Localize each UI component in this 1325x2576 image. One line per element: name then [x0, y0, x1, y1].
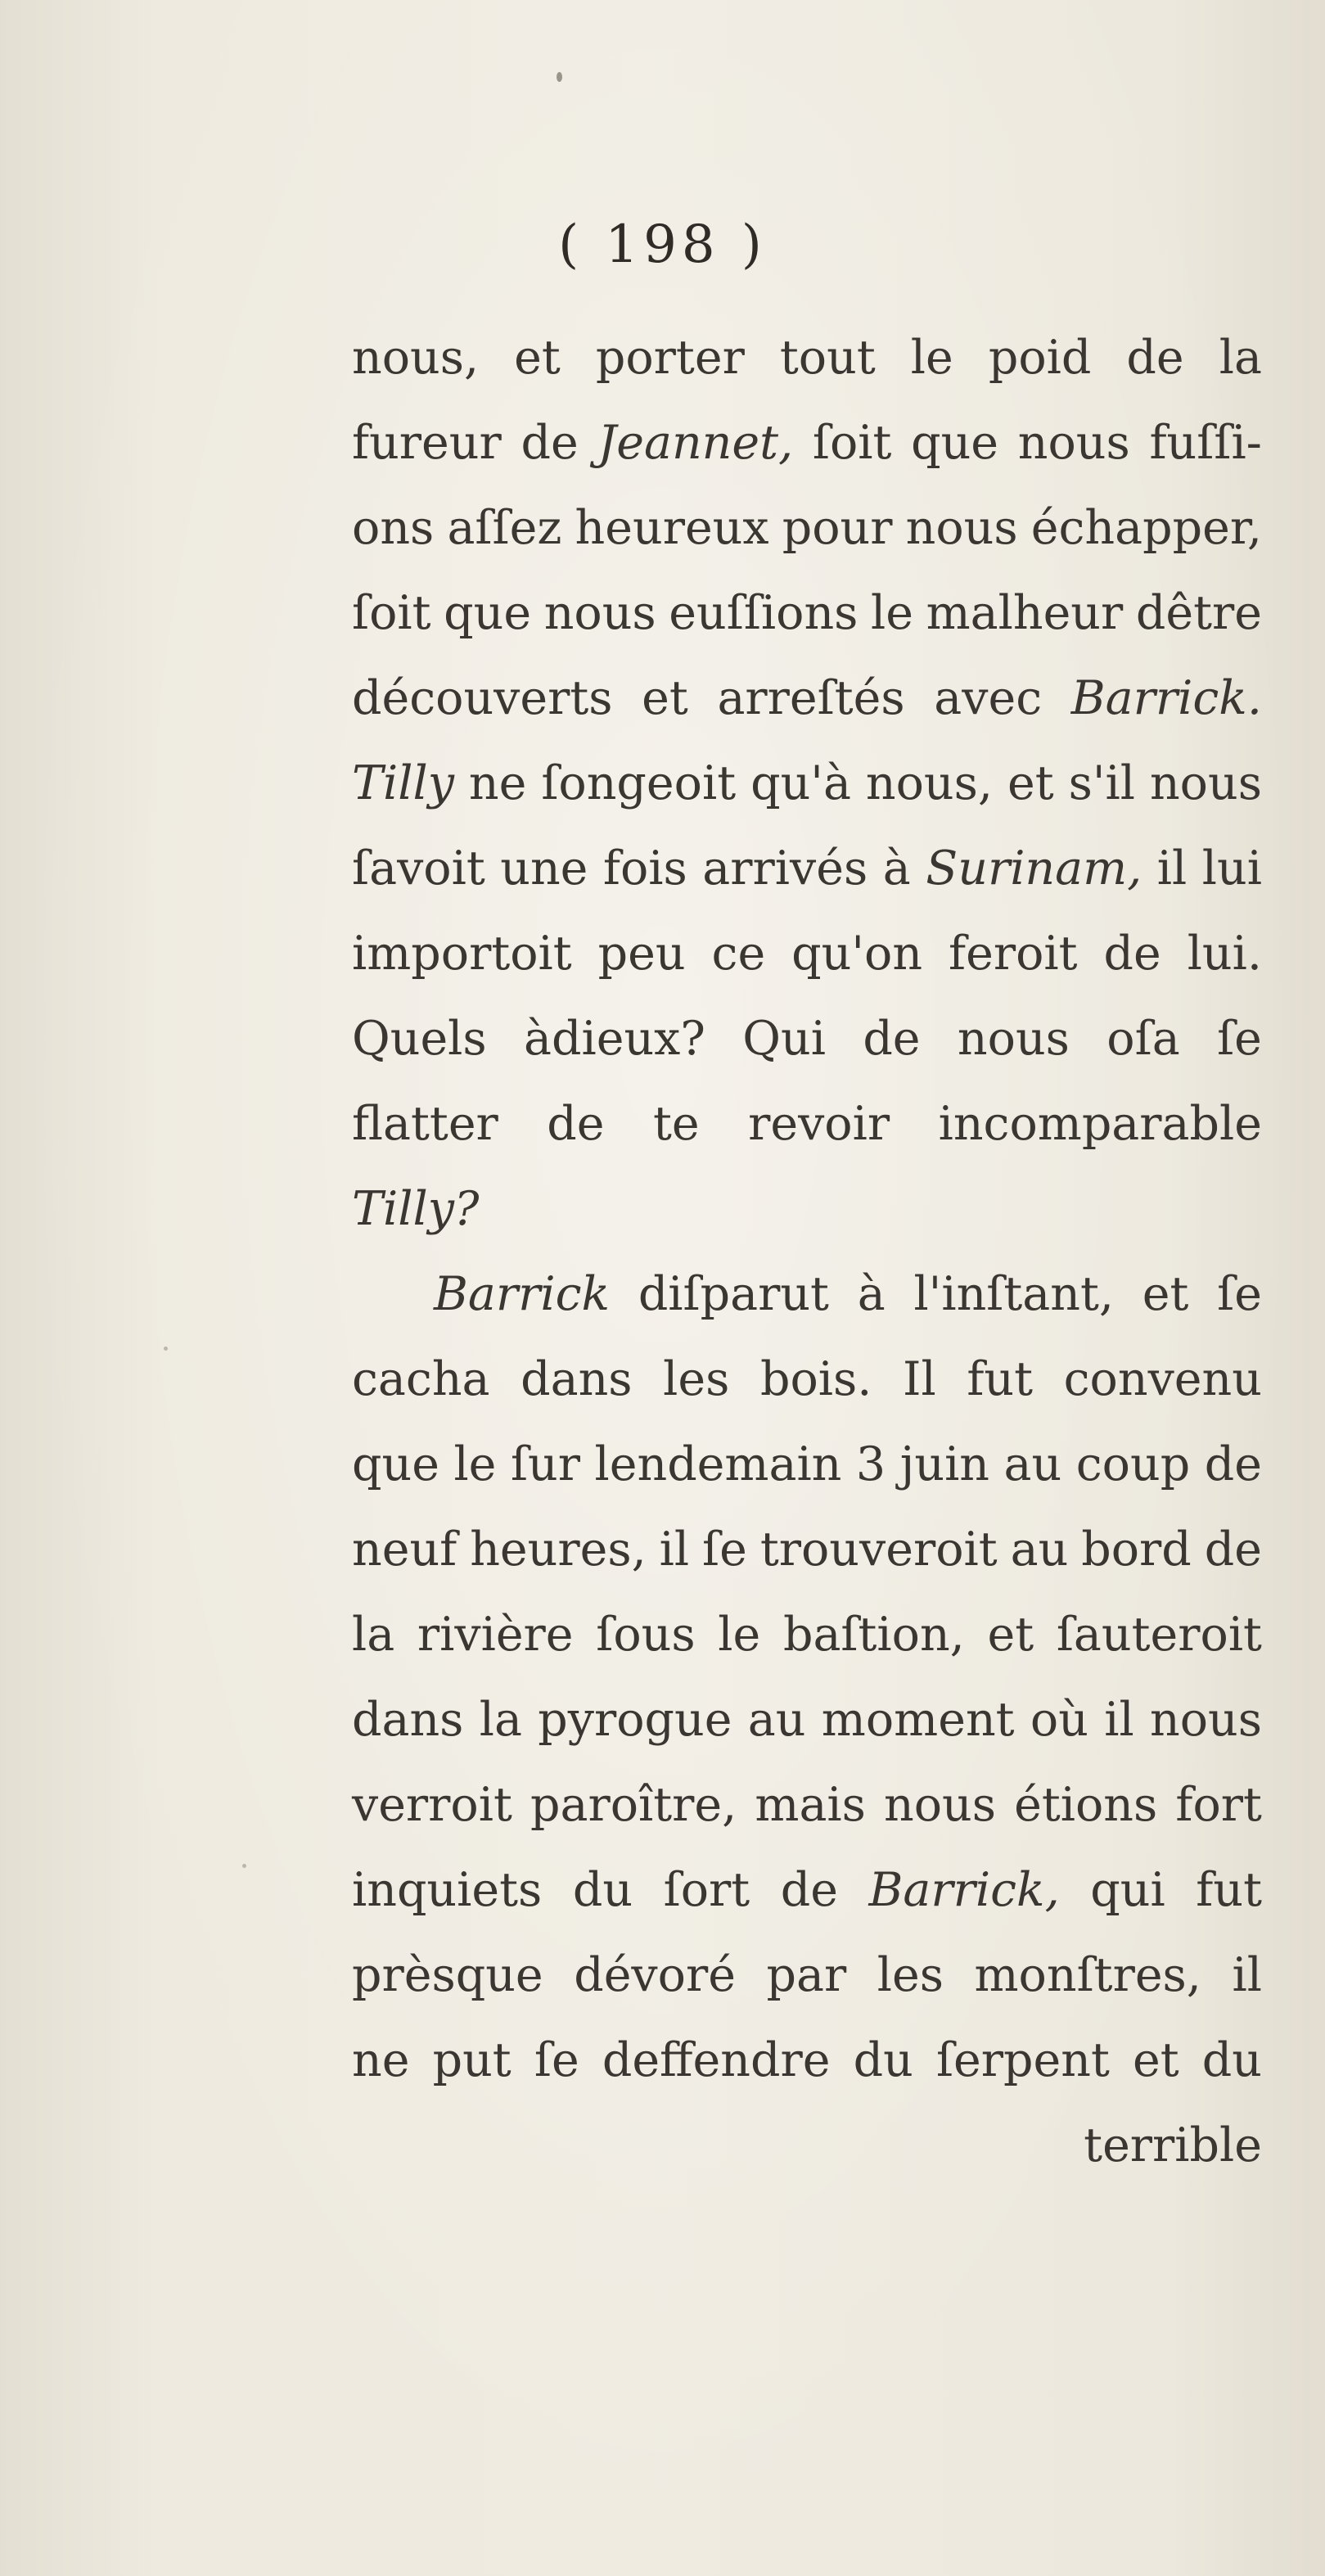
word: et [514, 331, 561, 385]
text-line [352, 1933, 1262, 2018]
word: deffendre [602, 2033, 831, 2087]
text-line [352, 1166, 1262, 1252]
word: et [1133, 2033, 1179, 2087]
word: heures, [470, 1523, 647, 1577]
word: nous [905, 501, 1018, 555]
word: étions [1014, 1778, 1158, 1832]
word: rivière [417, 1608, 574, 1662]
word: que [911, 416, 999, 470]
word: de [1204, 1523, 1262, 1577]
word: lui. [1187, 927, 1262, 981]
page-number: ( 198 ) [558, 214, 767, 275]
word: inquiets [352, 1863, 543, 1917]
word: euſſions [669, 586, 859, 640]
word: prèsque [352, 1948, 543, 2002]
word: du [1201, 2033, 1262, 2087]
word: malheur [926, 586, 1124, 640]
word: fut [967, 1352, 1034, 1406]
word: ſe [702, 1523, 747, 1577]
word: de [521, 416, 579, 470]
text-line [352, 1507, 1262, 1592]
ink-speck [557, 72, 562, 82]
word: fureur [352, 416, 502, 470]
word: Barrick [434, 1267, 611, 1321]
word: dans [521, 1352, 633, 1406]
text-line [352, 1847, 1262, 1933]
text-line [352, 1762, 1262, 1847]
word: l'inſtant, [913, 1267, 1115, 1321]
text-line [352, 1337, 1262, 1422]
word: arreſtés [717, 671, 905, 725]
word: dévoré [574, 1948, 736, 2002]
word: Barrick, [868, 1863, 1060, 1917]
word: s'il [1068, 756, 1135, 810]
word: diſparut [638, 1267, 829, 1321]
word: que [444, 586, 532, 640]
word: de [1126, 331, 1184, 385]
word: les [877, 1948, 944, 2002]
word: à [882, 841, 911, 896]
word: bord [1081, 1523, 1192, 1577]
text-line [352, 1252, 1262, 1337]
word: de [1103, 927, 1161, 981]
word: Tilly? [352, 1182, 480, 1236]
word: Tilly [352, 756, 454, 810]
text-line [352, 315, 1262, 400]
word: au [747, 1693, 806, 1747]
word: nous [543, 586, 656, 640]
word: ſoit [352, 586, 431, 640]
word: le [718, 1608, 761, 1662]
word: ſe [534, 2033, 579, 2087]
text-line [352, 911, 1262, 996]
word: les [663, 1352, 730, 1406]
text-line [352, 741, 1262, 826]
word: ſe [1217, 1267, 1262, 1321]
word: et [642, 671, 688, 725]
word: lui [1201, 841, 1262, 896]
word: ſoit [812, 416, 892, 470]
word: porter [595, 331, 745, 385]
word: pour [782, 501, 893, 555]
word: 3 [855, 1437, 886, 1491]
word: le [453, 1437, 497, 1491]
word: importoit [352, 927, 572, 981]
word: au [1010, 1523, 1069, 1577]
word: qui [1090, 1863, 1165, 1917]
word: que [352, 1437, 439, 1491]
word: nous, [865, 756, 994, 810]
word: la [352, 1608, 395, 1662]
word: nous [884, 1778, 997, 1832]
word: ſauteroit [1056, 1608, 1262, 1662]
word: où [1030, 1693, 1088, 1747]
word: heureux [575, 501, 769, 555]
word: fut [1196, 1863, 1262, 1917]
word: bois. [759, 1352, 872, 1406]
word: trouveroit [759, 1523, 998, 1577]
text-line [352, 1422, 1262, 1507]
word: put [432, 2033, 512, 2087]
ink-speck [242, 1864, 246, 1868]
word: ſur [510, 1437, 580, 1491]
word: nous [1017, 416, 1130, 470]
word: par [766, 1948, 847, 2002]
word: au [1003, 1437, 1062, 1491]
text-line [352, 400, 1262, 485]
word: monſtres, [974, 1948, 1201, 2002]
word: neuf [352, 1523, 457, 1577]
word: découverts [352, 671, 613, 725]
word: ne [468, 756, 527, 810]
word: incomparable [938, 1097, 1262, 1151]
text-line [352, 1081, 1262, 1166]
word: ſort [663, 1863, 750, 1917]
word: la [479, 1693, 522, 1747]
word: Il [902, 1352, 936, 1406]
word: Qui [742, 1012, 826, 1066]
word: Barrick. [1070, 671, 1262, 725]
word: du [572, 1863, 633, 1917]
word: revoir [748, 1097, 890, 1151]
text-line [352, 1592, 1262, 1677]
text-line [352, 571, 1262, 656]
word: Surinam, [926, 841, 1142, 896]
word: ſongeoit [541, 756, 737, 810]
word: terrible [1084, 2118, 1262, 2172]
text-line [352, 996, 1262, 1081]
word: ce [711, 927, 766, 981]
word: paroître, [530, 1778, 737, 1832]
word: ſe [1217, 1012, 1262, 1066]
word: poid [988, 331, 1092, 385]
word: tout [779, 331, 876, 385]
word: moment [821, 1693, 1015, 1747]
word: nous [1150, 1693, 1262, 1747]
page-text [352, 315, 1262, 2188]
ink-speck [164, 1347, 168, 1351]
word: nous [957, 1012, 1070, 1066]
word: ons [352, 501, 435, 555]
word: ſerpent [935, 2033, 1110, 2087]
word: coup [1075, 1437, 1191, 1491]
text-line [352, 2103, 1262, 2188]
word: il [659, 1523, 690, 1577]
text-line [352, 485, 1262, 571]
word: feroit [949, 927, 1078, 981]
word: juin [899, 1437, 990, 1491]
word: nous [1149, 756, 1262, 810]
word: avec [934, 671, 1043, 725]
word: il [1156, 841, 1188, 896]
text-line [352, 1677, 1262, 1762]
word: nous, [352, 331, 480, 385]
word: qu'à [750, 756, 851, 810]
word: aſſez [447, 501, 562, 555]
word: de [863, 1012, 921, 1066]
word: échapper, [1030, 501, 1262, 555]
word: le [910, 331, 953, 385]
word: peu [597, 927, 686, 981]
word: pyrogue [538, 1693, 732, 1747]
word: baſtion, [782, 1608, 965, 1662]
text-line [352, 826, 1262, 911]
word: qu'on [791, 927, 923, 981]
word: la [1219, 331, 1262, 385]
text-line [352, 656, 1262, 741]
word: ſous [596, 1608, 696, 1662]
word: mais [755, 1778, 866, 1832]
word: lendemain [594, 1437, 842, 1491]
word: verroit [352, 1778, 512, 1832]
word: de [1204, 1437, 1262, 1491]
word: fois [602, 841, 687, 896]
word: à [857, 1267, 886, 1321]
word: fuſſi- [1149, 416, 1262, 470]
word: ne [352, 2033, 410, 2087]
word: arrivés [702, 841, 868, 896]
word: il [1232, 1948, 1262, 2002]
word: àdieux? [524, 1012, 705, 1066]
word: une [500, 841, 588, 896]
word: oſa [1106, 1012, 1180, 1066]
word: et [1142, 1267, 1189, 1321]
word: du [853, 2033, 913, 2087]
word: Jeannet, [597, 416, 794, 470]
word: Quels [352, 1012, 487, 1066]
word: ſavoit [352, 841, 485, 896]
word: fort [1175, 1778, 1262, 1832]
word: il [1104, 1693, 1134, 1747]
text-line [352, 2018, 1262, 2103]
word: flatter [352, 1097, 498, 1151]
word: et [987, 1608, 1034, 1662]
word: de [780, 1863, 838, 1917]
word: convenu [1063, 1352, 1262, 1406]
word: de [547, 1097, 605, 1151]
word: dans [352, 1693, 464, 1747]
word: cacha [352, 1352, 490, 1406]
word: et [1007, 756, 1054, 810]
word: dêtre [1135, 586, 1262, 640]
word: te [653, 1097, 700, 1151]
word: le [871, 586, 913, 640]
